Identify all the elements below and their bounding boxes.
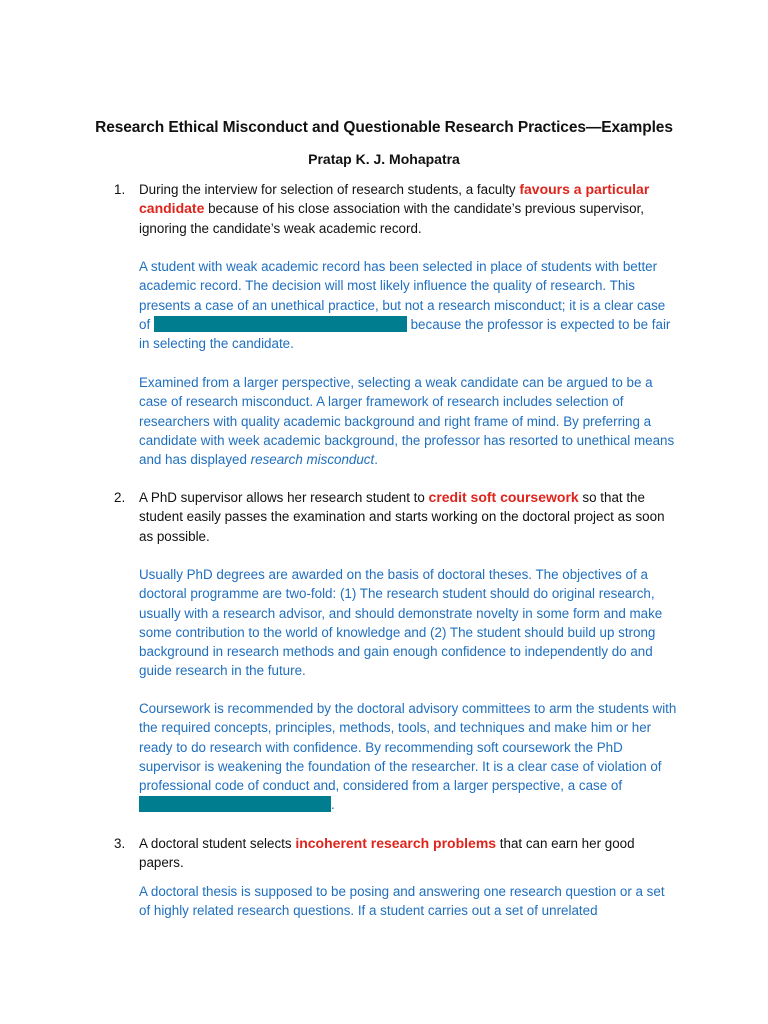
- item-text-before: A doctoral student selects: [139, 836, 296, 851]
- note-1a: [139, 257, 679, 353]
- note-text-before: Coursework is recommended by the doctoral advisory committees to arm the students with the required concepts, principles, methods, tools, and techniques and make him or her ready to do research with confidence. By recommending soft coursework the PhD supervisor is weakening the foundation of the researcher. It is a clear case of violation of professional code of conduct and, considered from a larger perspective, a case of: [139, 701, 677, 794]
- redacted-block: [139, 796, 331, 812]
- item-highlight: incoherent research problems: [295, 835, 497, 851]
- item-text-after: because of his close association with the candidate’s previous supervisor, ignoring the candidate’s weak academic record.: [139, 201, 645, 236]
- note-3a: A doctoral thesis is supposed to be posing and answering one research question or a set of highly related research questions. If a student carries out a set of unrelated: [139, 884, 665, 919]
- item-highlight: credit soft coursework: [428, 489, 579, 505]
- document-author: Pratap K. J. Mohapatra: [308, 151, 460, 167]
- note-italic: research misconduct: [250, 452, 375, 468]
- note-text-after: .: [331, 797, 335, 813]
- note-text-before: Examined from a larger perspective, selecting a weak candidate can be argued to be a case of research misconduct. A larger framework of research includes selection of researchers with quality academic background and right frame of mind. By preferring a candidate with week academic background, the professor has resorted to unethical means and has displayed: [139, 375, 675, 468]
- note-2a: Usually PhD degrees are awarded on the basis of doctoral theses. The objectives of a doctoral programme are two-fold: (1) The research student should do original research, usually with a research advisor, and should demonstrate novelty in some form and make some contribution to the world of knowledge and (2) The student should build up strong background in research methods and gain enough confidence to independently do and guide research in the future.: [139, 567, 663, 679]
- item-number: 2.: [114, 490, 126, 505]
- note-text-before: A student with weak academic record has been selected in place of students with better academic record. The decision will most likely influence the quality of research. This presents a case of an unethical practice, but not a research misconduct; it is a clear case of: [139, 259, 666, 332]
- item-text-after: so that the student easily passes the examination and starts working on the doctoral project as soon as possible.: [139, 490, 665, 544]
- note-text-after: .: [374, 452, 378, 468]
- note-2b: [139, 699, 679, 815]
- list-item-3: [114, 834, 679, 873]
- document-title: Research Ethical Misconduct and Questionable Research Practices—Examples: [95, 119, 673, 136]
- list-item-1: [114, 180, 679, 238]
- item-number: 3.: [114, 836, 126, 851]
- list-item-2: [114, 488, 679, 546]
- item-text-before: During the interview for selection of research students, a faculty: [139, 182, 520, 197]
- note-text-after: because the professor is expected to be fair in selecting the candidate.: [139, 316, 671, 352]
- item-text-before: A PhD supervisor allows her research student to: [139, 490, 429, 505]
- item-number: 1.: [114, 182, 126, 197]
- note-1b: [139, 373, 679, 469]
- redacted-block: [154, 316, 407, 332]
- item-text-after: that can earn her good papers.: [139, 836, 635, 871]
- item-highlight: favours a particular candidate: [139, 181, 650, 217]
